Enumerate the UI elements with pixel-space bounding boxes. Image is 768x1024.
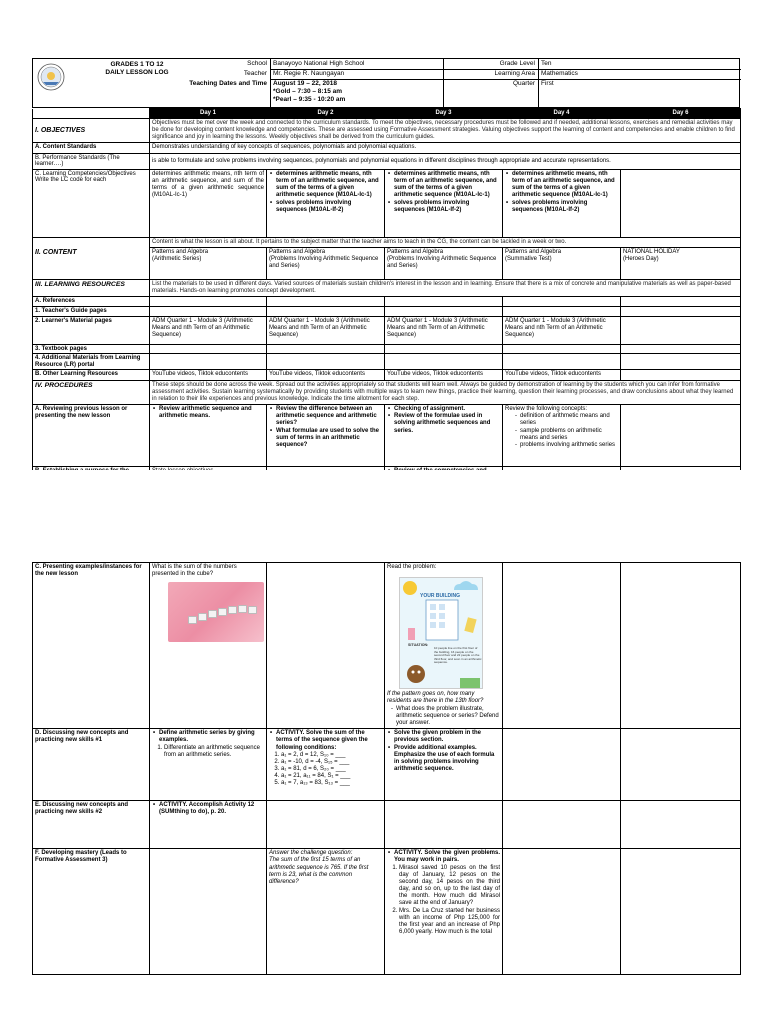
procedure-d-day2-text: . Solve the sum of the terms of the sequence given the following conditions: (276, 730, 368, 751)
procedure-a-day3-item: • Review of the formulae used in solving arithmetic sequences and series. (387, 413, 500, 435)
word-problem: 2. Mrs. De La Cruz started her business with an income of Php 125,000 for the first year and an increase of Php 6,000 yearly. How much is the total (399, 908, 500, 937)
school-label: School (247, 60, 267, 67)
exercise-item: 4. a₁ = 21, a₁₁ = 84, S₁ = ___ (281, 773, 382, 780)
building-illustration-icon (400, 578, 483, 689)
content-day2-topic: Patterns and Algebra (269, 249, 326, 256)
procedure-d-day3-item: • Solve the given problem in the previous section. (387, 730, 500, 744)
learners-material-row (33, 316, 741, 344)
dates-value-line3: *Pearl – 9:35 - 10:20 am (273, 96, 346, 104)
day-header: Day 4 (503, 109, 621, 119)
school-value: Banayoyo National High School (273, 60, 365, 67)
activity-label: ACTIVITY (159, 802, 186, 809)
exercise-item: 5. a₁ = 7, a₁₃ = 83, S₁₃ = ___ (281, 780, 382, 787)
form-title (87, 61, 187, 78)
references-label: A. References (33, 297, 150, 307)
area-value: Mathematics (541, 70, 578, 77)
content-day1-sub: (Arithmetic Series) (152, 256, 202, 263)
other-resources-day3: YouTube videos, Tiktok educontents (385, 370, 503, 380)
performance-standards-row (33, 153, 741, 169)
procedure-a-day2-item: • Review the difference between an arithmetic sequence and arithmetic series? (269, 406, 382, 428)
objectives-note: Objectives must be met over the week and connected to the curriculum standards. To meet the objectives, necessary procedures must be followed and if needed, additional lessons, exercises and remedial activities may be done for developing content knowledge and competencies. These are assessed using Formative Assessment strategies. Valuing objectives support the learning of content and competencies and enable children to find significance and joy in learning the lessons. Weekly objectives shall be derived from the curriculum guides. (150, 118, 741, 143)
lesson-table-page2 (32, 562, 741, 975)
teacher-value: Mr. Regie R. Naungayan (273, 70, 345, 77)
exercise-item: 3. a₁ = 81, d = 6, S₂₀ = ___ (281, 766, 382, 773)
exercise-item: 2. a₁ = -10, d = -4, S₁₅ = ___ (281, 759, 382, 766)
dates-value-line1: August 19 – 22, 2018 (273, 80, 337, 87)
activity-label: ACTIVITY (394, 850, 421, 857)
learners-material-label: 2. Learner's Material pages (33, 316, 150, 344)
day-header: Day 6 (621, 109, 741, 119)
learners-material-day1: ADM Quarter 1 - Module 3 (Arithmetic Means and nth Term of an Arithmetic Sequence) (150, 316, 267, 344)
procedure-f-row (33, 849, 741, 975)
procedure-c-day3-question: If the pattern goes on, how many residents are there in the 13th floor? (387, 691, 484, 705)
other-resources-row (33, 370, 741, 380)
procedure-a-day2-item: • What formulae are used to solve the sum of terms in an arithmetic sequence? (269, 428, 382, 450)
dates-value-line2: *Gold – 7:30 – 8:15 am (273, 88, 343, 96)
image-situation-label: SITUATION: (408, 643, 429, 648)
procedure-c-day3-sub: - What does the problem illustrate, arithmetic sequence or series? Defend your answer. (391, 706, 500, 728)
form-title-line2: DAILY LESSON LOG (105, 69, 169, 77)
quarter-value: First (541, 80, 554, 87)
objectives-label: I. OBJECTIVES (33, 118, 150, 143)
content-day6-sub: (Heroes Day) (623, 256, 659, 263)
other-resources-label: B. Other Learning Resources (33, 370, 150, 380)
competency-day1: determines arithmetic means, nth term of an arithmetic sequence, and sum of the terms of a given arithmetic sequence (M10AL-Ic-1) (150, 169, 267, 237)
learners-material-day3: ADM Quarter 1 - Module 3 (Arithmetic Means and nth Term of an Arithmetic Sequence) (385, 316, 503, 344)
procedure-f-label: F. Developing mastery (Leads to Formative Assessment 3) (33, 849, 150, 975)
procedure-a-day4-item: - sample problems on arithmetic means and series (515, 428, 618, 442)
other-resources-day1: YouTube videos, Tiktok educontents (150, 370, 267, 380)
content-note-row (33, 237, 741, 247)
teacher-label: Teacher (243, 70, 267, 77)
competency-day2-item: • determines arithmetic means, nth term of an arithmetic sequence, and sum of the terms of a given arithmetic sequence (M10AL-Ic-1) (269, 171, 382, 200)
competencies-row (33, 169, 741, 237)
procedure-f-day2-intro: Answer the challenge question: (269, 850, 353, 857)
other-resources-day2: YouTube videos, Tiktok educontents (267, 370, 385, 380)
procedure-d-day1-item: 1. Differentiate an arithmetic sequence from an arithmetic series. (164, 745, 264, 759)
procedure-d-label: D. Discussing new concepts and practicing new skills #1 (33, 729, 150, 801)
content-row (33, 248, 741, 280)
procedure-a-row (33, 405, 741, 467)
teachers-guide-label: 1. Teacher's Guide pages (33, 306, 150, 316)
procedure-c-row (33, 563, 741, 729)
deped-seal-icon (37, 63, 65, 91)
procedure-a-day4-intro: Review the following concepts: (505, 406, 588, 413)
area-label: Learning Area (494, 70, 535, 77)
form-title-line1: GRADES 1 TO 12 (110, 61, 164, 68)
learners-material-day4: ADM Quarter 1 - Module 3 (Arithmetic Means and nth Term of an Arithmetic Sequence) (503, 316, 621, 344)
image-title: YOUR BUILDING (420, 593, 460, 600)
procedure-d-row (33, 729, 741, 801)
procedure-c-label: C. Presenting examples/instances for the new lesson (33, 563, 150, 729)
procedures-label: IV. PROCEDURES (33, 380, 150, 405)
competency-day3-item: • solves problems involving sequences (M10AL-If-2) (387, 200, 500, 214)
procedure-a-day1: • Review arithmetic sequence and arithmetic means. (152, 406, 264, 420)
resources-label: III. LEARNING RESOURCES (33, 280, 150, 297)
number-cubes-image (168, 582, 264, 642)
day-header: Day 1 (150, 109, 267, 119)
procedure-a-day4-item: - definition of arithmetic means and series (515, 413, 618, 427)
content-day2-sub: (Problems Involving Arithmetic Sequence and Series) (269, 256, 379, 270)
procedure-d-day3-item: • Provide additional examples. Emphasize the use of each formula in solving problems involving arithmetic sequence. (387, 745, 500, 774)
resources-row (33, 280, 741, 297)
procedures-note: These steps should be done across the week. Spread out the activities appropriately so that students will learn well. Always be guided by demonstration of learning by the students which you can infer from formative assessment activities. Sustain learning systematically by providing students with multiple ways to learn new things, practice their learning, question their learning processes, and draw conclusions about what they learned in relation to their life experiences and previous knowledge. Indicate the time allotment for each step. (150, 380, 741, 405)
objectives-row (33, 118, 741, 143)
performance-standards-text: is able to formulate and solve problems involving sequences, polynomials and polynomial equations in different disciplines through appropriate and accurate representations. (150, 153, 741, 169)
content-standards-label: A. Content Standards (33, 143, 150, 153)
content-day3-sub: (Problems Involving Arithmetic Sequence and Series) (387, 256, 497, 270)
other-resources-day4: YouTube videos, Tiktok educontents (503, 370, 621, 380)
procedure-f-day2-question: The sum of the first 15 terms of an arithmetic sequence is 765. If the first term is 23, what is the common difference? (269, 857, 369, 885)
procedure-d-day1-item: • Define arithmetic series by giving examples. (152, 730, 264, 744)
activity-label: ACTIVITY (276, 730, 303, 737)
procedure-e-row (33, 801, 741, 849)
quarter-label: Quarter (512, 80, 535, 87)
additional-materials-row (33, 354, 741, 370)
procedure-a-day3-item: • Checking of assignment. (387, 406, 500, 413)
procedure-a-day4-item: - problems involving arithmetic series (515, 442, 618, 449)
textbook-label: 3. Textbook pages (33, 344, 150, 354)
procedure-e-day1-text: . Accomplish Activity 12 (SUMthing to do), p. 20. (159, 802, 255, 816)
content-label: II. CONTENT (33, 248, 150, 280)
competency-day4-item: • determines arithmetic means, nth term of an arithmetic sequence, and sum of the terms of a given arithmetic sequence (M10AL-Ic-1) (505, 171, 618, 200)
day-header: Day 2 (267, 109, 385, 119)
competency-day2-item: • solves problems involving sequences (M10AL-If-2) (269, 200, 382, 214)
procedure-e-label: E. Discussing new concepts and practicing new skills #2 (33, 801, 150, 849)
page-one (0, 0, 768, 470)
competencies-label: C. Learning Competencies/Objectives Write the LC code for each (33, 169, 150, 237)
competency-day4-item: • solves problems involving sequences (M10AL-If-2) (505, 200, 618, 214)
teachers-guide-row (33, 306, 741, 316)
dates-label: Teaching Dates and Time (189, 80, 267, 87)
content-day4-topic: Patterns and Algebra (505, 249, 562, 256)
grade-value: Ten (541, 60, 552, 67)
procedure-f-day3-text: . Solve the given problems. You may work in pairs. (394, 850, 500, 864)
content-day4-sub: (Summative Test) (505, 256, 552, 263)
resources-note: List the materials to be used in different days. Varied sources of materials sustain children's interest in the lesson and in learning. Ensure that there is a mix of concrete and manipulative materials as well as paper-based materials. Hands-on learning promotes concept development. (150, 280, 741, 297)
learners-material-day2: ADM Quarter 1 - Module 3 (Arithmetic Means and nth Term of an Arithmetic Sequence) (267, 316, 385, 344)
image-situation-text: 10 people live on the first floor of the building, 16 people on the second floor and 22 people on the third floor, and soon in an arithmetic sequence. (434, 647, 482, 665)
content-standards-row (33, 143, 741, 153)
content-standards-text: Demonstrates understanding of key concepts of sequences, polynomials and polynomial equations. (150, 143, 741, 153)
content-day6-topic: NATIONAL HOLIDAY (623, 249, 680, 256)
content-day3-topic: Patterns and Algebra (387, 249, 444, 256)
additional-materials-label: 4. Additional Materials from Learning Resource (LR) portal (33, 354, 150, 370)
lesson-table-page1 (32, 108, 741, 487)
grade-label: Grade Level (499, 60, 535, 67)
content-day1-topic: Patterns and Algebra (152, 249, 209, 256)
page-two (0, 470, 768, 1024)
competency-day3-item: • determines arithmetic means, nth term of an arithmetic sequence, and sum of the terms of a given arithmetic sequence (M10AL-Ic-1) (387, 171, 500, 200)
references-row (33, 297, 741, 307)
procedure-c-day1: What is the sum of the numbers presented in the cube? (152, 564, 237, 578)
building-problem-image (399, 577, 483, 689)
textbook-row (33, 344, 741, 354)
procedure-c-day3-intro: Read the problem: (387, 564, 437, 570)
dates-value (273, 80, 441, 104)
content-note: Content is what the lesson is all about. It pertains to the subject matter that the teacher aims to teach in the CG, the content can be tackled in a week or two. (150, 237, 741, 247)
header-block (32, 58, 740, 108)
procedures-row (33, 380, 741, 405)
exercise-item: 1. a₁ = 2, d = 12, S₁₀ = ___ (281, 752, 382, 759)
day-header: Day 3 (385, 109, 503, 119)
procedure-a-label: A. Reviewing previous lesson or presenting the new lesson (33, 405, 150, 467)
day-header-row (33, 109, 741, 119)
word-problem: 1. Mirasol saved 10 pesos on the first day of January, 12 pesos on the second day, 14 pesos on the third day, and so on, up to the last day of the month. How much did Mirasol save at the end of January? (399, 865, 500, 908)
performance-standards-label: B. Performance Standards (The learner….) (33, 153, 150, 169)
